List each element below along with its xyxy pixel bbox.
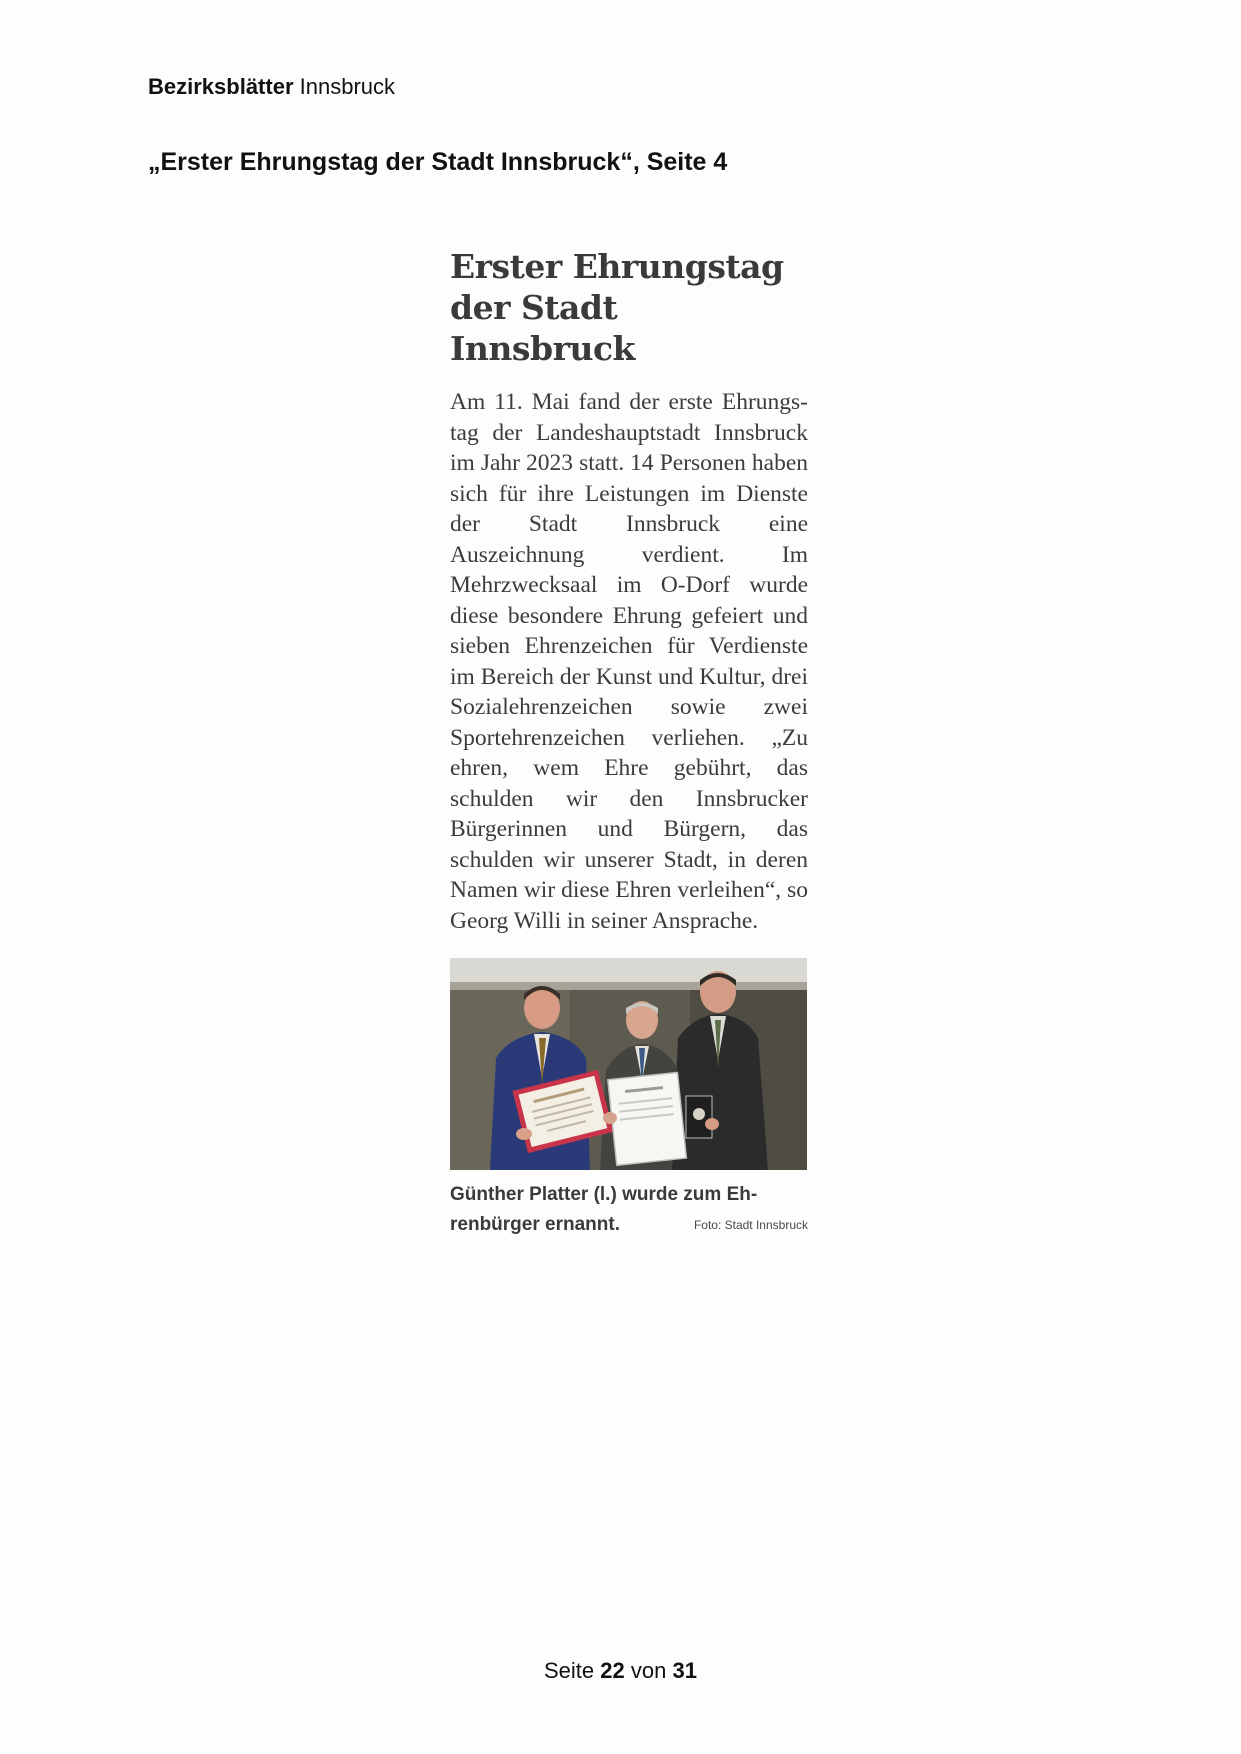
photo-caption-row [450, 1180, 808, 1240]
publication-region: Innsbruck [299, 74, 396, 99]
photo-caption: Günther Platter (l.) wurde zum Ehrenbürger ernannt. [450, 1184, 758, 1235]
page-total: 31 [672, 1658, 697, 1683]
article-title-line-2: der Stadt Innsbruck [450, 288, 635, 368]
article-title [450, 246, 808, 369]
publication-header [148, 74, 395, 100]
article-reference: „Erster Ehrungstag der Stadt Innsbruck“, Seite 4 [148, 148, 728, 176]
photo-credit: Foto: Stadt Innsbruck [693, 1218, 808, 1232]
page-current: 22 [600, 1658, 625, 1683]
ceremony-photo [450, 958, 807, 1170]
page-of: von [630, 1658, 667, 1683]
publication-name: Bezirksblätter [148, 74, 294, 99]
article-body: Am 11. Mai fand der erste Ehrungstag der Landeshauptstadt Innsbruck im Jahr 2023 statt. 14 Personen haben sich für ihre Leistungen im Dienste der Stadt Innsbruck eine Auszeichnung verdient. Im Mehrzwecksaal im O-Dorf wurde diese besondere Ehrung gefeiert und sieben Ehrenzeichen für Verdienste im Bereich der Kunst und Kultur, drei Sozialehrenzeichen sowie zwei Sportehrenzeichen verliehen. „Zu ehren, wem Ehre gebührt, das schulden wir den Innsbrucker Bürgerinnen und Bürgern, das schulden wir unserer Stadt, in deren Namen wir diese Ehren verleihen“, so Georg Willi in seiner Ansprache. [450, 389, 808, 934]
page-number [0, 1658, 1241, 1684]
page-word: Seite [544, 1658, 595, 1683]
newspaper-clipping [450, 246, 808, 1240]
article-title-line-1: Erster Ehrungstag [450, 247, 784, 286]
